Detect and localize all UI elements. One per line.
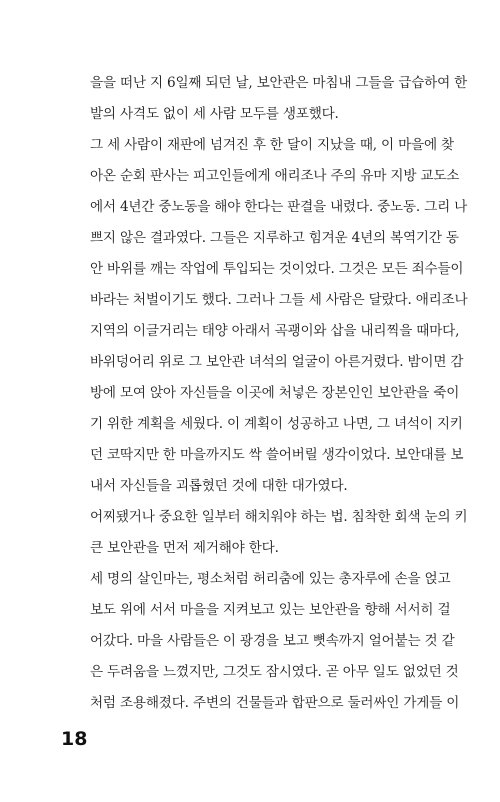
text-line: 세 명의 살인마는, 평소처럼 허리춤에 있는 총자루에 손을 얹고 [90, 571, 451, 587]
text-line: 지역의 이글거리는 태양 아래서 곡괭이와 삽을 내리찍을 때마다, [90, 323, 460, 339]
text-line: 던 코딱지만 한 마을까지도 싹 쓸어버릴 생각이었다. 보안대를 보 [90, 447, 464, 463]
text-line: 처럼 조용해졌다. 주변의 건물들과 합판으로 둘러싸인 가게들 이 [90, 695, 460, 711]
text-line: 발의 사격도 없이 세 사람 모두를 생포했다. [90, 106, 339, 122]
body-text [90, 68, 468, 719]
text-line: 어찌됐거나 중요한 일부터 해치워야 하는 법. 침착한 회색 눈의 키 [90, 509, 468, 525]
text-line: 을을 떠난 지 6일째 되던 날, 보안관은 마침내 그들을 급습하여 한 [90, 75, 468, 91]
text-line: 어갔다. 마을 사람들은 이 광경을 보고 뼛속까지 얼어붙는 것 같 [90, 633, 455, 649]
text-line: 그 세 사람이 재판에 넘겨진 후 한 달이 지났을 때, 이 마을에 찾 [90, 137, 454, 153]
text-line: 보도 위에 서서 마을을 지켜보고 있는 보안관을 향해 서서히 걸 [90, 602, 451, 618]
text-line: 기 위한 계획을 세웠다. 이 계획이 성공하고 나면, 그 녀석이 지키 [90, 416, 463, 432]
text-line: 방에 모여 앉아 자신들을 이곳에 처넣은 장본인인 보안관을 죽이 [90, 385, 460, 401]
text-line: 에서 4년간 중노동을 해야 한다는 판결을 내렸다. 중노동. 그리 나 [90, 199, 468, 215]
text-line: 은 두려움을 느꼈지만, 그것도 잠시였다. 곧 아무 일도 없었던 것 [90, 664, 459, 680]
text-line: 바라는 처벌이기도 했다. 그러나 그들 세 사람은 달랐다. 애리조나 [90, 292, 468, 308]
text-line: 바위덩어리 위로 그 보안관 녀석의 얼굴이 아른거렸다. 밤이면 감 [90, 354, 464, 370]
text-line: 쁘지 않은 결과였다. 그들은 지루하고 힘겨운 4년의 복역기간 동 [90, 230, 459, 246]
text-line: 아온 순회 판사는 피고인들에게 애리조나 주의 유마 지방 교도소 [90, 168, 460, 184]
text-line: 큰 보안관을 먼저 제거해야 한다. [90, 540, 279, 556]
text-line: 내서 자신들을 괴롭혔던 것에 대한 대가였다. [90, 478, 348, 494]
text-line: 안 바위를 깨는 작업에 투입되는 것이었다. 그것은 모든 죄수들이 [90, 261, 464, 277]
page-number: 18 [61, 728, 88, 750]
